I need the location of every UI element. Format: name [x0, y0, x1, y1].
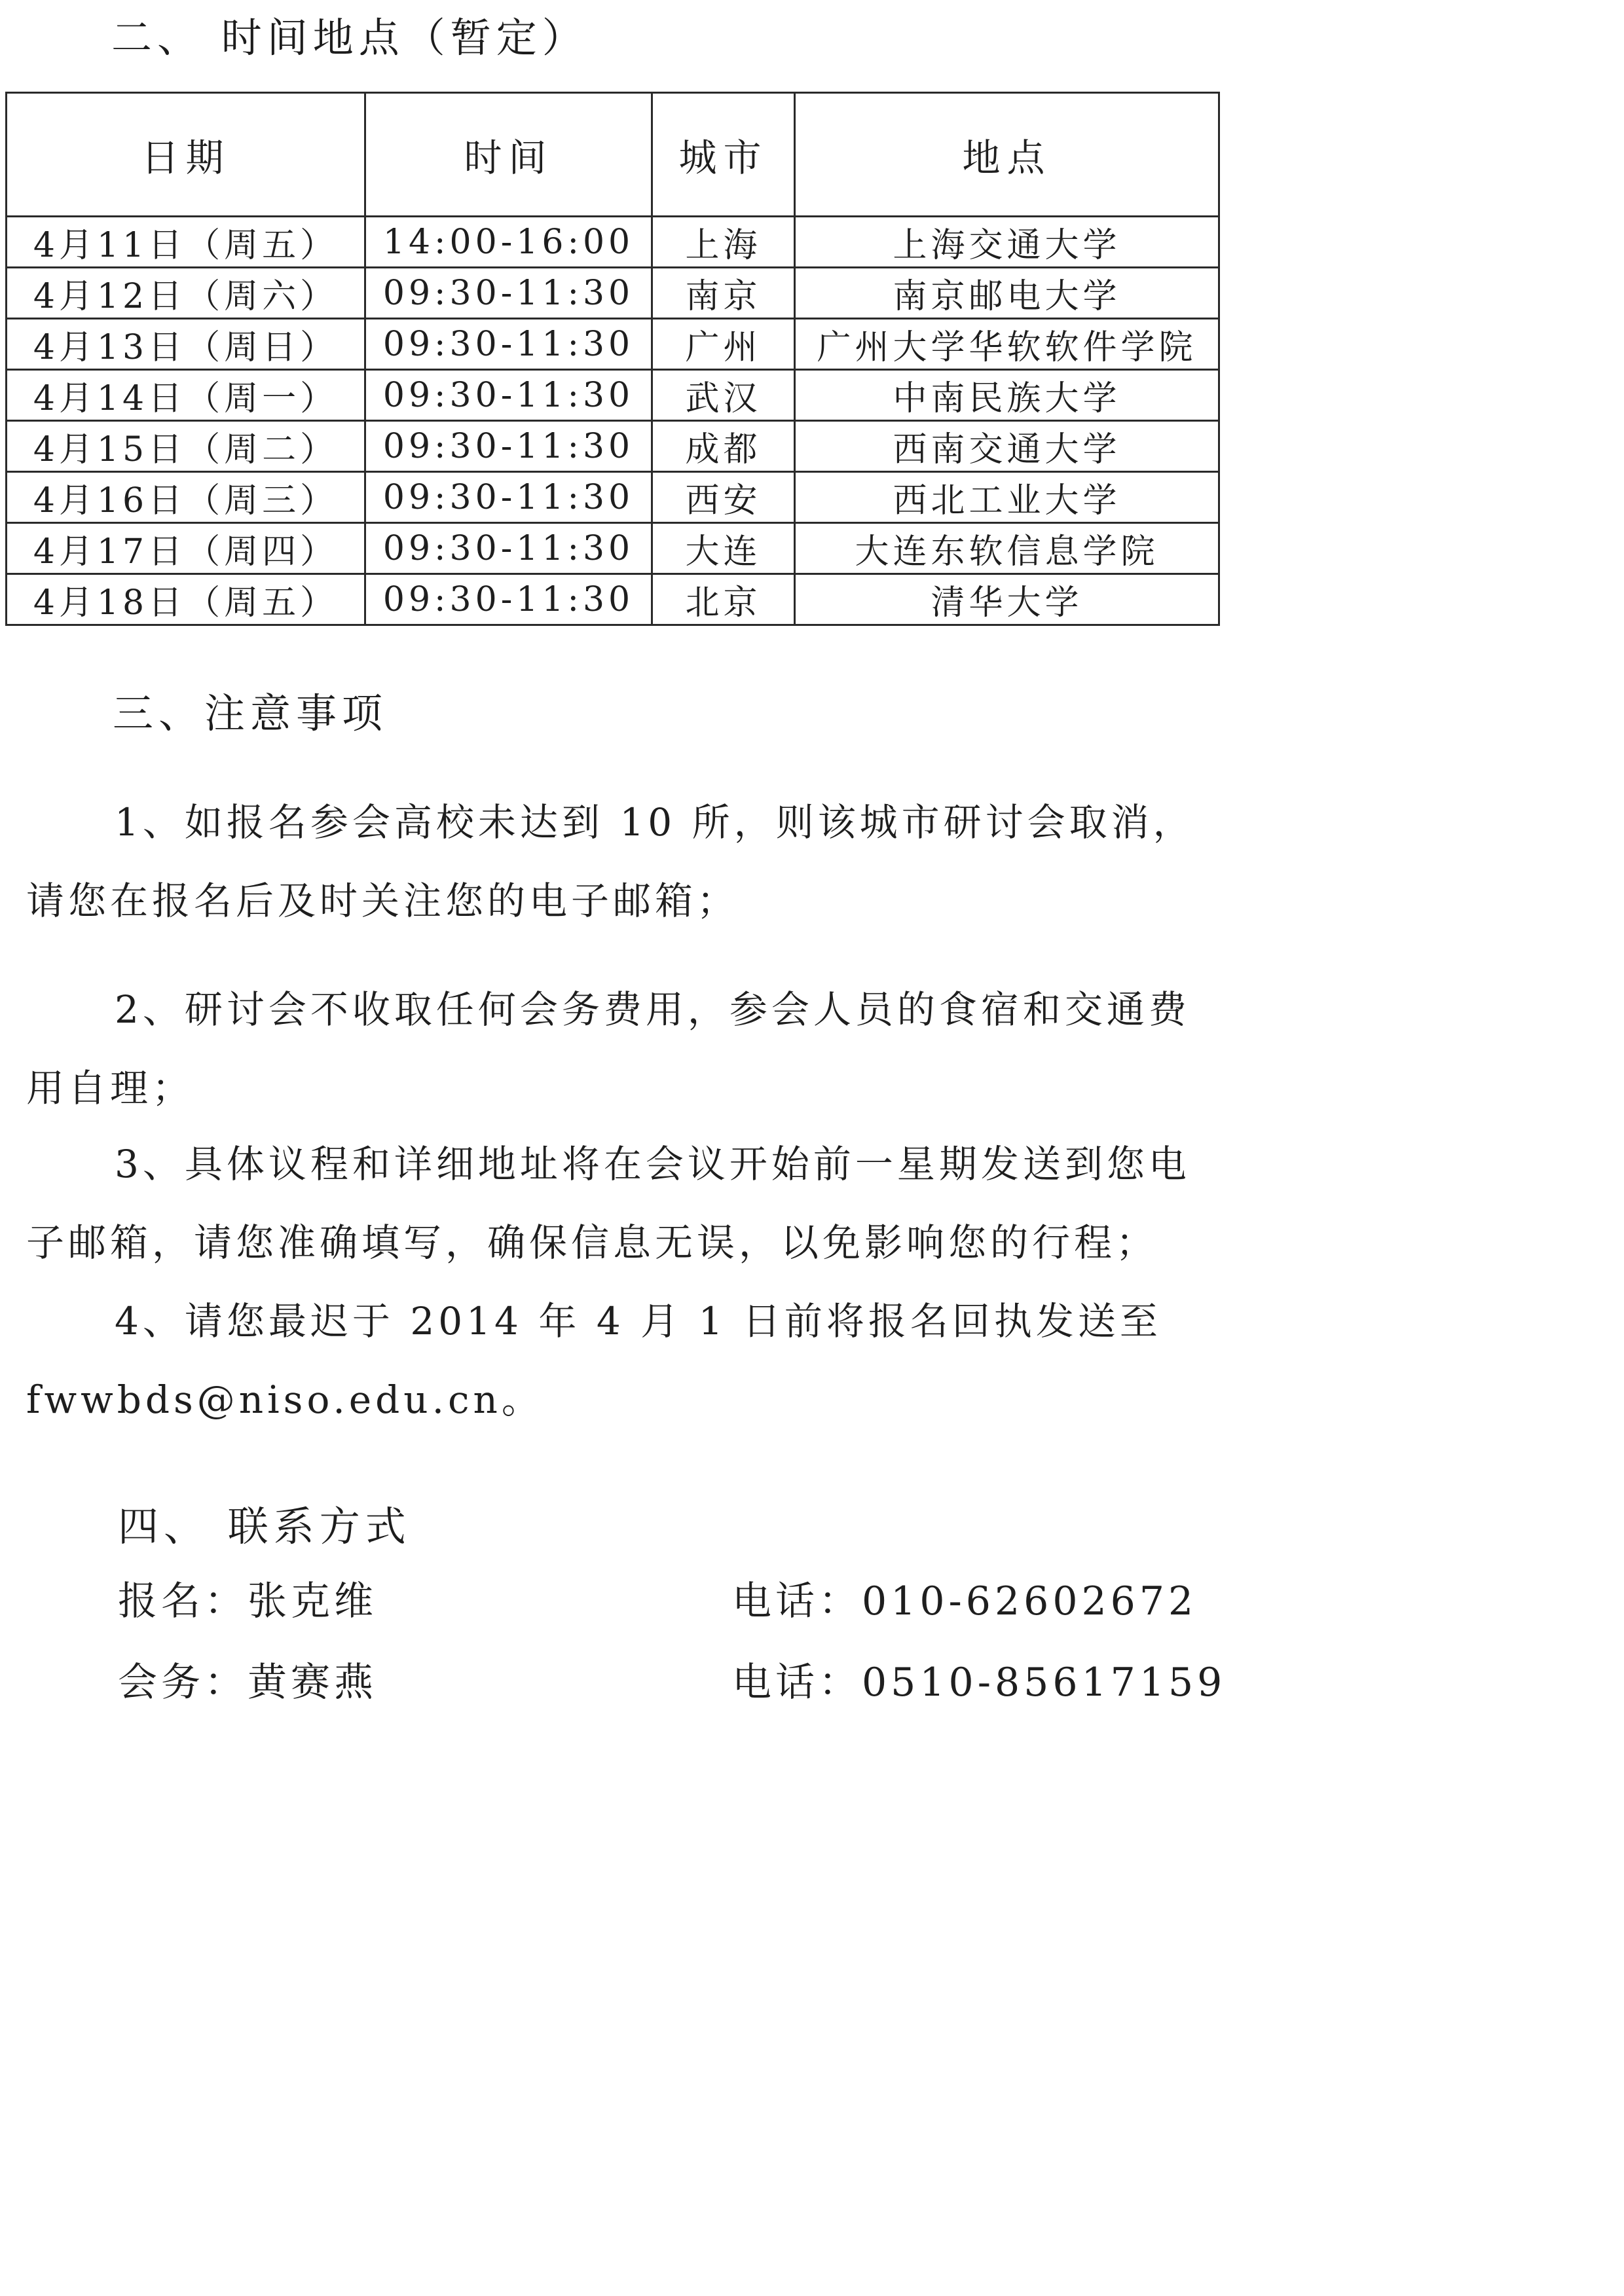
contact-registration-phone: 电话：010-62602672 [732, 1578, 1198, 1624]
cell-date: 4月16日（周三） [7, 472, 365, 523]
note-item: 2、研讨会不收取任何会务费用，参会人员的食宿和交通费用自理； [26, 987, 1190, 1110]
note-item: 3、具体议程和详细地址将在会议开始前一星期发送到您电子邮箱，请您准确填写，确保信息无误，以免影响您的行程； [26, 1142, 1190, 1265]
cell-location: 清华大学 [795, 574, 1219, 625]
column-header-time: 时间 [365, 93, 652, 217]
table-row [7, 523, 1219, 574]
cell-location: 大连东软信息学院 [795, 523, 1219, 574]
cell-city: 南京 [652, 268, 795, 319]
cell-time: 09:30-11:30 [365, 472, 652, 523]
cell-location: 广州大学华软软件学院 [795, 319, 1219, 370]
cell-city: 北京 [652, 574, 795, 625]
cell-date: 4月14日（周一） [7, 370, 365, 421]
section-heading-notes: 三、注意事项 [113, 689, 388, 737]
cell-city: 上海 [652, 217, 795, 268]
table-row [7, 574, 1219, 625]
table-row [7, 370, 1219, 421]
cell-city: 西安 [652, 472, 795, 523]
cell-city: 大连 [652, 523, 795, 574]
cell-date: 4月18日（周五） [7, 574, 365, 625]
note-item: 4、请您最迟于 2014 年 4 月 1 日前将报名回执发送至fwwbds@niso.edu.cn。 [26, 1299, 1162, 1422]
cell-date: 4月13日（周日） [7, 319, 365, 370]
note-item: 1、如报名参会高校未达到 10 所，则该城市研讨会取消，请您在报名后及时关注您的电子邮箱； [26, 800, 1195, 923]
cell-location: 西北工业大学 [795, 472, 1219, 523]
cell-date: 4月17日（周四） [7, 523, 365, 574]
cell-time: 14:00-16:00 [365, 217, 652, 268]
cell-date: 4月11日（周五） [7, 217, 365, 268]
schedule-table [5, 92, 1220, 626]
cell-city: 广州 [652, 319, 795, 370]
cell-city: 成都 [652, 421, 795, 472]
cell-location: 中南民族大学 [795, 370, 1219, 421]
cell-location: 南京邮电大学 [795, 268, 1219, 319]
column-header-location: 地点 [795, 93, 1219, 217]
cell-location: 上海交通大学 [795, 217, 1219, 268]
cell-time: 09:30-11:30 [365, 523, 652, 574]
table-header-row [7, 93, 1219, 217]
table-row [7, 319, 1219, 370]
contact-meeting-name: 会务：黄赛燕 [118, 1660, 377, 1705]
table-row [7, 472, 1219, 523]
table-row [7, 217, 1219, 268]
cell-time: 09:30-11:30 [365, 370, 652, 421]
column-header-city: 城市 [652, 93, 795, 217]
contact-meeting-phone: 电话：0510-85617159 [732, 1660, 1227, 1705]
contact-registration-name: 报名：张克维 [118, 1578, 377, 1624]
cell-date: 4月12日（周六） [7, 268, 365, 319]
cell-location: 西南交通大学 [795, 421, 1219, 472]
cell-date: 4月15日（周二） [7, 421, 365, 472]
cell-time: 09:30-11:30 [365, 574, 652, 625]
cell-time: 09:30-11:30 [365, 268, 652, 319]
section-heading-schedule: 二、 时间地点（暂定） [111, 14, 588, 62]
table-row [7, 421, 1219, 472]
cell-time: 09:30-11:30 [365, 319, 652, 370]
column-header-date: 日期 [7, 93, 365, 217]
cell-city: 武汉 [652, 370, 795, 421]
table-row [7, 268, 1219, 319]
cell-time: 09:30-11:30 [365, 421, 652, 472]
section-heading-contact: 四、 联系方式 [118, 1503, 411, 1550]
